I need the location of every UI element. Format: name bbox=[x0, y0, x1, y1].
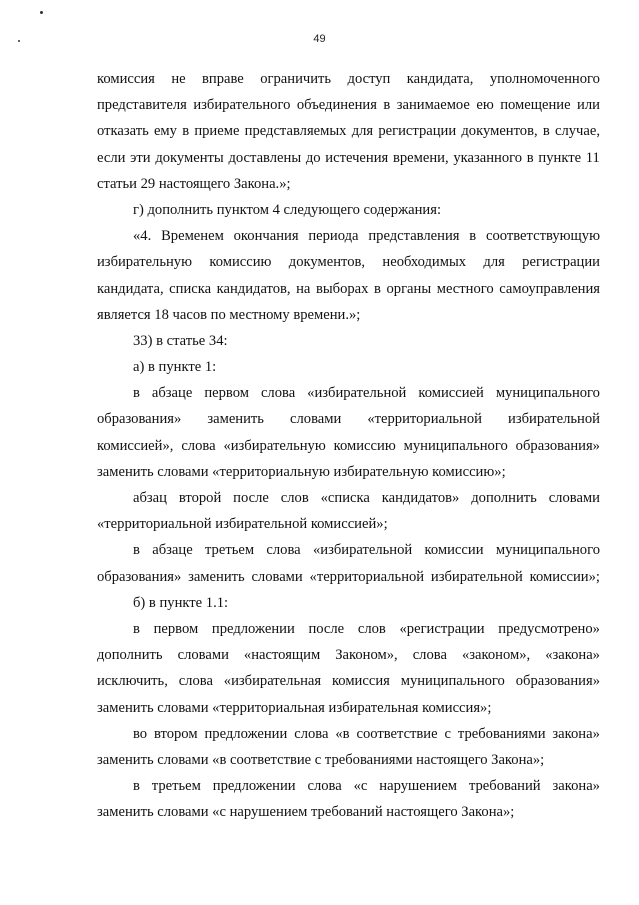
word: в bbox=[133, 542, 140, 559]
word: приеме bbox=[194, 123, 240, 140]
word: нарушением bbox=[379, 778, 458, 795]
paragraph bbox=[97, 328, 600, 354]
text-line: а) в пункте 1: bbox=[133, 359, 217, 376]
word: пункте bbox=[538, 149, 582, 166]
word: дополнить bbox=[97, 647, 163, 664]
word: в bbox=[526, 149, 534, 166]
word: третьем bbox=[151, 778, 201, 795]
word: ею bbox=[476, 97, 494, 114]
word: регистрации bbox=[522, 254, 600, 271]
word: первом bbox=[153, 620, 199, 637]
word: списка bbox=[169, 280, 212, 297]
word: слова bbox=[266, 542, 301, 559]
word: «с bbox=[353, 778, 368, 795]
document-body bbox=[97, 66, 600, 825]
paragraph bbox=[97, 485, 600, 537]
word: с bbox=[444, 725, 451, 742]
word: образования» bbox=[97, 411, 182, 428]
word: слова bbox=[181, 437, 216, 454]
word: окончания bbox=[233, 228, 299, 245]
word: в bbox=[182, 123, 190, 140]
text-line bbox=[97, 276, 600, 302]
word: уполномоченного bbox=[489, 71, 600, 87]
text-line bbox=[97, 537, 600, 563]
text-line: заменить словами «территориальную избирательную комиссию»; bbox=[97, 463, 506, 480]
word: Временем bbox=[161, 228, 224, 245]
paragraph bbox=[97, 721, 600, 773]
word: первом bbox=[204, 385, 249, 402]
word: образования» bbox=[515, 673, 600, 690]
paragraph bbox=[97, 380, 600, 485]
word: доставлены bbox=[228, 149, 302, 166]
word: втором bbox=[154, 725, 198, 742]
word: избирательную bbox=[97, 254, 193, 271]
paragraph bbox=[97, 197, 600, 223]
text-line bbox=[97, 223, 600, 249]
word: истечения bbox=[325, 149, 389, 166]
text-line bbox=[97, 616, 600, 642]
word: образования» bbox=[97, 568, 182, 585]
word: в bbox=[133, 778, 140, 795]
word: избирательного bbox=[193, 97, 291, 114]
word: «избирательная bbox=[223, 673, 322, 690]
word: 11 bbox=[585, 149, 600, 166]
word: в bbox=[374, 280, 381, 297]
word: регистрации bbox=[378, 123, 457, 140]
word: требований bbox=[468, 778, 541, 795]
word: третьем bbox=[205, 542, 255, 559]
word: избирательной bbox=[430, 568, 523, 585]
word: не bbox=[171, 71, 186, 87]
word: кандидатов» bbox=[381, 490, 460, 506]
paragraph bbox=[97, 616, 600, 721]
text-line: статьи 29 настоящего Закона.»; bbox=[97, 175, 291, 192]
word: словами bbox=[251, 568, 303, 585]
word: «в bbox=[335, 725, 350, 742]
word: в bbox=[383, 97, 391, 114]
text-line: заменить словами «в соответствие с требованиями настоящего Закона»; bbox=[97, 751, 545, 768]
word: слова bbox=[178, 673, 213, 690]
word: объединения bbox=[296, 97, 377, 114]
word: если bbox=[97, 149, 126, 166]
text-line: заменить словами «с нарушением требований настоящего Закона»; bbox=[97, 804, 515, 821]
page-number: 49 bbox=[313, 33, 326, 45]
word: «избирательной bbox=[307, 385, 407, 402]
text-line bbox=[97, 668, 600, 694]
word: комиссией», bbox=[97, 437, 174, 454]
word: закона» bbox=[552, 778, 600, 795]
word: дополнить bbox=[471, 490, 537, 506]
word: для bbox=[351, 123, 374, 140]
word: слов bbox=[357, 620, 386, 637]
word: «законом», bbox=[461, 647, 531, 664]
word: периода bbox=[308, 228, 359, 245]
word: необходимых bbox=[382, 254, 467, 271]
word: слова bbox=[294, 725, 329, 742]
word: «настоящим bbox=[243, 647, 321, 664]
word: случае, bbox=[554, 123, 600, 140]
text-line: «территориальной избирательной комиссией»; bbox=[97, 516, 388, 533]
word: «регистрации bbox=[399, 620, 485, 637]
word: до bbox=[305, 149, 321, 166]
paragraph bbox=[97, 66, 600, 197]
text-line bbox=[97, 485, 600, 511]
word: ограничить bbox=[260, 71, 332, 87]
word: исключить, bbox=[97, 673, 168, 690]
word: избирательной bbox=[508, 411, 600, 428]
word: отказать bbox=[97, 123, 149, 140]
word: Законом», bbox=[335, 647, 398, 664]
text-line bbox=[97, 773, 600, 799]
word: документы bbox=[155, 149, 224, 166]
word: кандидата, bbox=[97, 280, 164, 297]
word: абзаце bbox=[151, 385, 193, 402]
paragraph bbox=[97, 590, 600, 616]
word: в bbox=[469, 228, 477, 245]
word: местного bbox=[436, 280, 494, 297]
word: эти bbox=[130, 149, 151, 166]
word: словами bbox=[290, 411, 342, 428]
text-line bbox=[97, 721, 600, 747]
word: предусмотрено» bbox=[498, 620, 600, 637]
text-line bbox=[97, 92, 600, 118]
word: образования» bbox=[515, 437, 600, 454]
word: слова bbox=[307, 778, 342, 795]
word: комиссии»; bbox=[529, 568, 600, 585]
word: комиссия bbox=[331, 673, 390, 690]
word: на bbox=[296, 280, 311, 297]
word: представления bbox=[368, 228, 460, 245]
text-line bbox=[97, 118, 600, 144]
text-line bbox=[97, 433, 600, 459]
word: «списка bbox=[320, 490, 370, 506]
text-line bbox=[97, 66, 600, 92]
word: самоуправления bbox=[499, 280, 600, 297]
paragraph bbox=[97, 537, 600, 589]
word: «закона» bbox=[545, 647, 600, 664]
word: предложении bbox=[204, 725, 288, 742]
word: вправе bbox=[202, 71, 244, 87]
word: соответствующую bbox=[486, 228, 600, 245]
word: кандидата, bbox=[406, 71, 474, 87]
word: муниципального bbox=[495, 542, 600, 559]
word: комиссия bbox=[97, 71, 155, 87]
word: помещение bbox=[500, 97, 571, 114]
text-line: б) в пункте 1.1: bbox=[133, 594, 229, 611]
paragraph bbox=[97, 773, 600, 825]
word: в bbox=[133, 620, 140, 637]
word: заменить bbox=[188, 568, 245, 585]
text-line: г) дополнить пунктом 4 следующего содержания: bbox=[133, 201, 442, 218]
word: в bbox=[542, 123, 550, 140]
word: «избирательной bbox=[312, 542, 413, 559]
word: ему bbox=[153, 123, 177, 140]
word: «избирательную bbox=[223, 437, 326, 454]
word: во bbox=[133, 725, 148, 742]
word: закона» bbox=[552, 725, 600, 742]
word: документов, bbox=[461, 123, 538, 140]
word: требованиями bbox=[457, 725, 546, 742]
word: слова bbox=[260, 385, 296, 402]
word: после bbox=[308, 620, 345, 637]
text-line bbox=[97, 380, 600, 406]
word: второй bbox=[178, 490, 222, 506]
scan-speck bbox=[40, 11, 43, 14]
word: муниципального bbox=[495, 385, 600, 402]
word: соответствие bbox=[356, 725, 438, 742]
word: времени, bbox=[392, 149, 449, 166]
word: доступ bbox=[347, 71, 391, 87]
word: словами bbox=[548, 490, 600, 506]
word: словами bbox=[177, 647, 229, 664]
word: документов, bbox=[288, 254, 366, 271]
text-line: является 18 часов по местному времени.»; bbox=[97, 306, 361, 323]
word: комиссии bbox=[424, 542, 484, 559]
text-line bbox=[97, 249, 600, 275]
word: предложении bbox=[211, 620, 295, 637]
text-line bbox=[97, 145, 600, 171]
text-line bbox=[97, 406, 600, 432]
word: слова bbox=[412, 647, 447, 664]
word: выборах bbox=[315, 280, 369, 297]
word: комиссией bbox=[418, 385, 484, 402]
word: абзаце bbox=[152, 542, 193, 559]
word: представляемых bbox=[244, 123, 347, 140]
text-line: 33) в статье 34: bbox=[133, 332, 228, 349]
word: указанного bbox=[453, 149, 523, 166]
word: кандидатов, bbox=[216, 280, 291, 297]
word: или bbox=[577, 97, 600, 114]
word: муниципального bbox=[400, 673, 505, 690]
word: «4. bbox=[133, 228, 152, 245]
word: в bbox=[133, 385, 140, 402]
word: «территориальной bbox=[309, 568, 425, 585]
word: заменить bbox=[207, 411, 264, 428]
word: слов bbox=[280, 490, 309, 506]
word: после bbox=[233, 490, 269, 506]
word: представителя bbox=[97, 97, 187, 114]
paragraph bbox=[97, 354, 600, 380]
word: комиссию bbox=[333, 437, 396, 454]
word: комиссию bbox=[209, 254, 272, 271]
paragraph bbox=[97, 223, 600, 328]
word: занимаемое bbox=[396, 97, 470, 114]
text-line: заменить словами «территориальная избирательная комиссия»; bbox=[97, 699, 492, 716]
word: муниципального bbox=[403, 437, 508, 454]
word: органы bbox=[386, 280, 432, 297]
word: предложении bbox=[212, 778, 296, 795]
text-line bbox=[97, 564, 600, 590]
text-line bbox=[97, 642, 600, 668]
word: для bbox=[483, 254, 505, 271]
word: «территориальной bbox=[367, 411, 482, 428]
word: абзац bbox=[133, 490, 167, 506]
